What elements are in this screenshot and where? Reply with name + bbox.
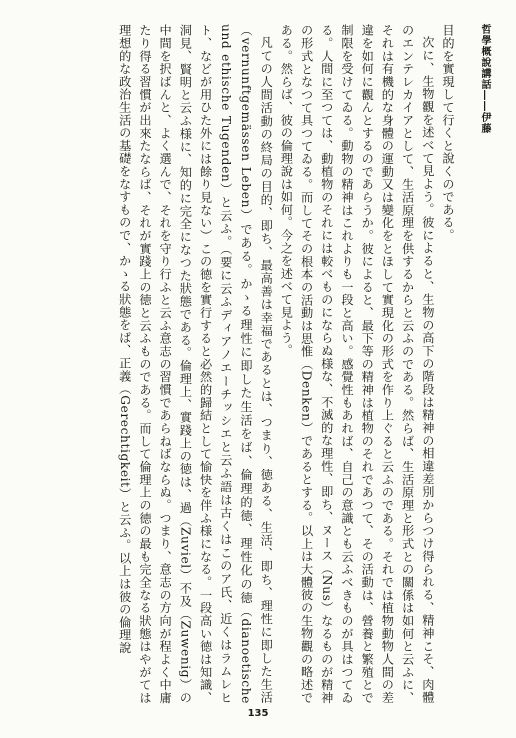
paragraph-conclusion-fragment: 目的を實現して行くと說くのである。 (441, 24, 455, 242)
paragraph-biology-view: 次に、生物觀を述べて見よう。彼によると、生物の高下の階段は精神の相違差別からつけ得られる、精神こそ、肉體のエンテレカイアとして、生活原理を供するからと云ふのである。然らば、生活原理と形式との關係は如何と云ふに、それは有機的な身體の運動又は變化をとほして實現化の形式を作り上ぐると云ふのである。それでは植物動物人間の差違を如何に觀んとするのであらうか。彼によると、最下等の精神は植物のそれであつて、その活動は、營養と繁殖とで制限を受けてゐる。動物の精神はこれよりも一段と高い。感覺性もあれば、自己の意識とも云ふべきものが具はつてゐる。人間に至つては、動植物のそれには較べものにならぬ様な、不滅的な理性、即ち、ヌース（Nus）なるものが精神の形式となつて具つてゐる。而してその根本の活動は思惟（Denken）であるとする。以上は大體彼の生物觀の略述である。然らば、彼の倫理說は如何。今之を述べて見よう。 (279, 24, 435, 704)
page-number: 135 (247, 708, 269, 719)
running-header: 哲學概說講話――伊藤 (479, 24, 490, 134)
body-text (38, 24, 458, 704)
paragraph-ethics: 凡ての人間活動の終局の目的、即ち、最高善は幸福であるとは、つまり、徳ある、生活、即ち、理性に即した生活（vernunftgemässen Leben）である。かゝる理性に即した生活をば、倫理的徳、理性化の徳（dianoetische und ethische Tugenden）と云ふ。（要に云ふディアノエーチッシエと云ふ語は古くはこのア氏、近くはラムレヒト、などが用ひた外には餘り見ない）この徳を實行すると必然的歸結として愉快を伴ふ様になる。一段高い徳は知識、洞見、賢明と云ふ様に、知的に完全になつた狀態である。倫理上、實踐上の徳は、過（Zuviel）不及（Zuwenig）の中間を択ばんと、よく選んで、それを守り行ふと云ふ意志の習慣であらねばならぬ。つまり、意志の方向が程よく中庸たり得る習慣が出來たならば、それが實踐上の徳と云ふものである。而して倫理上の徳の最も完全なる狀態はやがては理想的な政治生活の基礎をなすもので、かゝる狀態をば、正義（Gerechtigkeit）と云ふ。以上は彼の倫理說 (117, 24, 274, 704)
